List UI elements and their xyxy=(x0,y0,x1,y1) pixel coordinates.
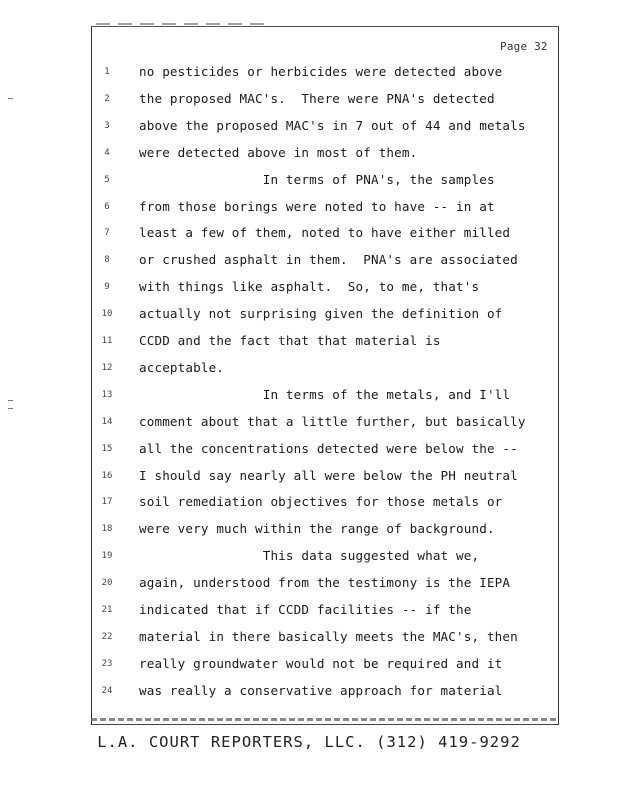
bottom-rule xyxy=(91,718,559,721)
line-text: or crushed asphalt in them. PNA's are associated xyxy=(139,252,518,268)
line-text: This data suggested what we, xyxy=(139,548,480,564)
line-number: 14 xyxy=(101,416,113,427)
transcript-line xyxy=(0,118,618,138)
line-text: from those borings were noted to have -- in at xyxy=(139,198,495,214)
line-text: In terms of PNA's, the samples xyxy=(139,171,495,187)
transcript-line xyxy=(0,172,618,192)
line-text: least a few of them, noted to have either milled xyxy=(139,225,511,241)
margin-mark xyxy=(8,408,13,409)
line-text: with things like asphalt. So, to me, that's xyxy=(139,279,480,295)
transcript-line xyxy=(0,252,618,272)
line-number: 5 xyxy=(104,174,110,185)
line-number: 2 xyxy=(104,93,110,104)
line-number: 4 xyxy=(104,147,110,158)
line-number: 9 xyxy=(104,282,110,293)
line-number: 22 xyxy=(101,631,113,642)
line-number: 20 xyxy=(101,578,113,589)
line-number: 17 xyxy=(101,497,113,508)
line-text: CCDD and the fact that that material is xyxy=(139,333,441,348)
line-number: 6 xyxy=(104,201,110,212)
transcript-line xyxy=(0,521,618,541)
line-text: the proposed MAC's. There were PNA's detected xyxy=(139,90,495,106)
line-number: 16 xyxy=(101,470,113,481)
top-edge-marks xyxy=(96,23,266,25)
line-number: 3 xyxy=(104,120,110,131)
transcript-line xyxy=(0,279,618,299)
line-number: 21 xyxy=(101,605,113,615)
line-text: comment about that a little further, but basically xyxy=(139,413,526,429)
line-number: 8 xyxy=(104,255,110,266)
transcript-line xyxy=(0,306,618,326)
line-text: no pesticides or herbicides were detected above xyxy=(139,64,503,79)
page-number: Page 32 xyxy=(500,40,548,53)
transcript-line xyxy=(0,387,618,407)
line-number: 7 xyxy=(104,228,110,239)
transcript-line xyxy=(0,656,618,676)
line-text: acceptable. xyxy=(139,359,225,375)
line-text: really groundwater would not be required and it xyxy=(139,655,503,671)
line-text: were very much within the range of background. xyxy=(139,521,495,537)
transcript-line xyxy=(0,629,618,649)
line-number: 19 xyxy=(101,551,113,562)
line-number: 24 xyxy=(101,685,113,696)
footer-court-reporters: L.A. COURT REPORTERS, LLC. (312) 419-9292 xyxy=(97,733,521,751)
line-text: indicated that if CCDD facilities -- if the xyxy=(139,602,472,617)
transcript-line xyxy=(0,64,618,84)
line-number: 10 xyxy=(101,309,113,320)
line-text: was really a conservative approach for material xyxy=(139,682,503,698)
transcript-line xyxy=(0,602,618,622)
line-text: soil remediation objectives for those metals or xyxy=(139,494,503,510)
transcript-line xyxy=(0,145,618,165)
line-text: were detected above in most of them. xyxy=(139,144,418,160)
line-text: again, understood from the testimony is the IEPA xyxy=(139,575,511,591)
transcript-line xyxy=(0,199,618,219)
line-number: 18 xyxy=(101,524,113,535)
line-number: 11 xyxy=(101,336,113,346)
line-text: material in there basically meets the MAC's, then xyxy=(139,628,518,644)
line-number: 15 xyxy=(101,443,113,454)
transcript-line xyxy=(0,548,618,568)
line-text: In terms of the metals, and I'll xyxy=(139,386,511,402)
transcript-line xyxy=(0,683,618,703)
line-text: I should say nearly all were below the PH neutral xyxy=(139,467,518,483)
transcript-line xyxy=(0,468,618,488)
line-text: above the proposed MAC's in 7 out of 44 and metals xyxy=(139,117,526,133)
line-text: all the concentrations detected were below the -- xyxy=(139,440,518,456)
line-text: actually not surprising given the definition of xyxy=(139,306,503,322)
line-number: 1 xyxy=(104,67,110,77)
transcript-line xyxy=(0,575,618,595)
transcript-line xyxy=(0,91,618,111)
line-number: 12 xyxy=(101,362,113,373)
transcript-line xyxy=(0,414,618,434)
line-number: 13 xyxy=(101,389,113,400)
transcript-line xyxy=(0,225,618,245)
transcript-line xyxy=(0,360,618,380)
transcript-line xyxy=(0,494,618,514)
transcript-line xyxy=(0,333,618,353)
transcript-line xyxy=(0,441,618,461)
line-number: 23 xyxy=(101,658,113,669)
